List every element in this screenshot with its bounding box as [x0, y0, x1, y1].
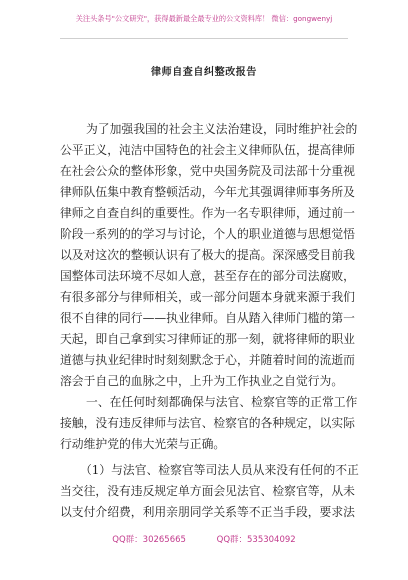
body-line: 很不自律的同行——执业律师。自从踏入律师门槛的第一 — [60, 311, 355, 325]
body-line: 行动维护党的伟大光荣与正确。 — [60, 437, 226, 451]
body-line: 阶段一系列的的学习与讨论，个人的职业道德与思想觉悟 — [60, 227, 355, 241]
body-line: 天起，即自己拿到实习律师证的那一刻，就将律师的职业 — [60, 332, 355, 346]
body-line: 以及对这次的整顿认识有了极大的提高。深深感受目前我 — [60, 248, 355, 262]
footer-qq-group-2: QQ群：535304092 — [216, 535, 296, 545]
header-banner: 关注头条号"公文研究"，获得最新最全最专业的公文资料库！ 微信：gongwenyj — [75, 14, 333, 23]
body-line: 在社会公众的整体形象，党中央国务院及司法部十分重视 — [60, 164, 355, 178]
body-line: 道德与执业纪律时时刻刻默念于心，并随着时间的流逝而 — [60, 353, 355, 367]
body-line: 一、在任何时刻都确保与法官、检察官等的正常工作 — [86, 395, 358, 409]
body-line: 有很多部分与律师相关，或一部分问题本身就来源于我们 — [60, 290, 355, 304]
body-line: （1）与法官、检察官等司法人员从来没有任何的不正 — [80, 463, 359, 477]
body-line: 以支付介绍费，利用亲朋同学关系等不正当手段，要求法 — [60, 505, 355, 519]
body-line: 当交往，没有违反规定单方面会见法官、检察官等，从未 — [60, 484, 355, 498]
body-line: 国整体司法环境不尽如人意，甚至存在的部分司法腐败， — [60, 269, 355, 283]
header-divider — [60, 38, 348, 39]
footer-qq-group-1: QQ群：30265665 — [112, 535, 186, 545]
body-line: 接触，没有违反律师与法官、检察官的各种规定，以实际 — [60, 416, 355, 430]
body-line: 律师之自查自纠的重要性。作为一名专职律师，通过前一 — [60, 206, 355, 220]
footer-contacts — [0, 533, 408, 545]
body-line: 公平正义，沌洁中国特色的社会主义律师队伍，提高律师 — [60, 143, 355, 157]
body-line: 为了加强我国的社会主义法治建设，同时维护社会的 — [86, 122, 358, 136]
document-title: 律师自查自纠整改报告 — [151, 67, 257, 78]
body-line: 溶会于自己的血脉之中，上升为工作执业之自觉行为。 — [60, 374, 344, 388]
body-line: 律师队伍集中教育整顿活动，今年尤其强调律师事务所及 — [60, 185, 355, 199]
